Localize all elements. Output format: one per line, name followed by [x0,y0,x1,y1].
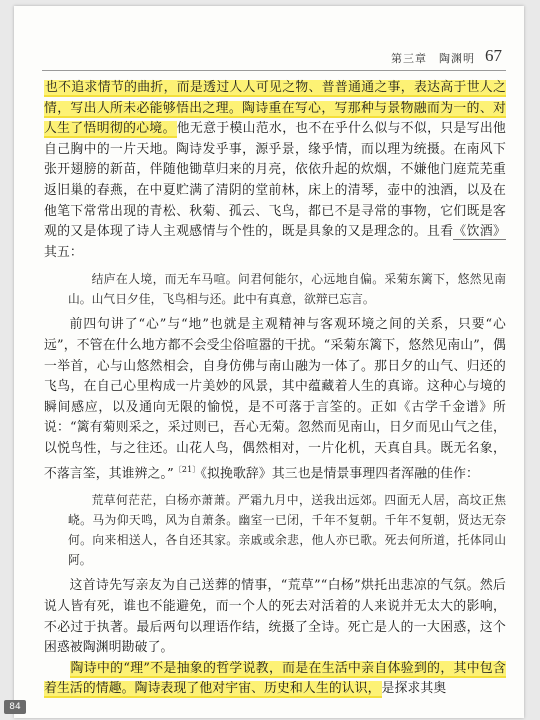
paragraph-3: 这首诗先写亲友为自己送葬的情事，“荒草”“白杨”烘托出悲凉的气氛。然后说人皆有死，谁也不能避免，而一个人的死去对活着的人来说并无太大的影响，不必过于执著。最后两句以理语作结，统摄了全诗。死亡是人的一大困惑，这个困惑被陶渊明勘破了。 [44,578,506,656]
paragraph-2-tail: 《拟挽歌辞》其三也是情景事理四者浑融的佳作： [200,465,479,481]
poem-quote-2: 荒草何茫茫，白杨亦萧萧。严霜九月中，送我出远郊。四面无人居，高坟正焦峣。马为仰天鸣，风为自萧条。幽室一已闭，千年不复朝。千年不复朝，贤达无奈何。向来相送人，各自还其家。亲戚或余悲，他人亦已歌。死去何所道，托体同山阿。 [68,493,506,568]
poem-title-link: 《饮酒》 [453,224,506,240]
paragraph-2 [44,315,506,484]
book-page [14,6,524,718]
poem-quote-1: 结庐在人境，而无车马喧。问君何能尔，心远地自偏。采菊东篱下，悠然见南山。山气日夕佳，飞鸟相与还。此中有真意，欲辩已忘言。 [68,272,506,307]
header-rule [42,70,506,71]
paragraph-1 [44,78,506,263]
paragraph-4 [44,659,506,700]
running-header [391,42,502,66]
page-body [44,78,506,700]
paragraph-4-text: 是探求其奥 [381,681,447,697]
footnote-ref: 〔21〕 [173,464,201,474]
viewer-page-badge: 84 [4,700,26,714]
highlight-1: 也不追求情节的曲折，而是透过人人可见之物、普普通通之事，表达高于世人之情，写出人所未必能够悟出之理。陶诗重在写心，写那种与景物融而为一的、对人生了悟明彻的心境。 [44,80,506,137]
highlight-2: 陶诗中的“理”不是抽象的哲学说教，而是在生活中亲自体验到的，其中包含着生活的情趣。陶诗表现了他对宇宙、历史和人生的认识， [44,660,506,697]
paragraph-1-tail: 其五： [44,244,83,260]
paragraph-2-text: 前四句讲了“心”与“地”也就是主观精神与客观环境之间的关系，只要“心远”，不管在什么地方都不会受尘俗喧嚣的干扰。“采菊东篱下，悠然见南山”，偶一举首，心与山悠然相会，自身仿佛与南山融为一体了。那日夕的山气、归还的飞鸟，在自己心里构成一片美妙的风景，其中蕴藏着人生的真谛。这种心与境的瞬间感应，以及通向无限的愉悦，是不可落于言筌的。正如《古学千金谱》所说：“篱有菊则采之，采过则已，吾心无菊。忽然而见南山，日夕而见山气之佳，以悦鸟性，与之往还。山花人鸟，偶然相对，一片化机，天真自具。既无名象，不落言筌，其谁辨之。” [44,317,506,481]
page-number: 67 [485,46,502,65]
paragraph-1-text: 他无意于模山范水，也不在乎什么似与不似，只是写出他自己胸中的一片天地。陶诗发乎事，源乎景，缘乎情，而以理为统摄。在南风下张开翅膀的新苗，伴随他锄草归来的月亮，依依升起的炊烟，不嫌他门庭荒芜重返旧巢的春燕，在中夏贮满了清阴的堂前林，床上的清琴，壶中的浊酒，以及在他笔下常常出现的青松、秋菊、孤云、飞鸟，都已不是寻常的事物，它们既是客观的又是体现了诗人主观感情与个性的，既是具象的又是理念的。且看 [44,121,507,240]
chapter-title: 第三章 陶渊明 [391,52,475,65]
